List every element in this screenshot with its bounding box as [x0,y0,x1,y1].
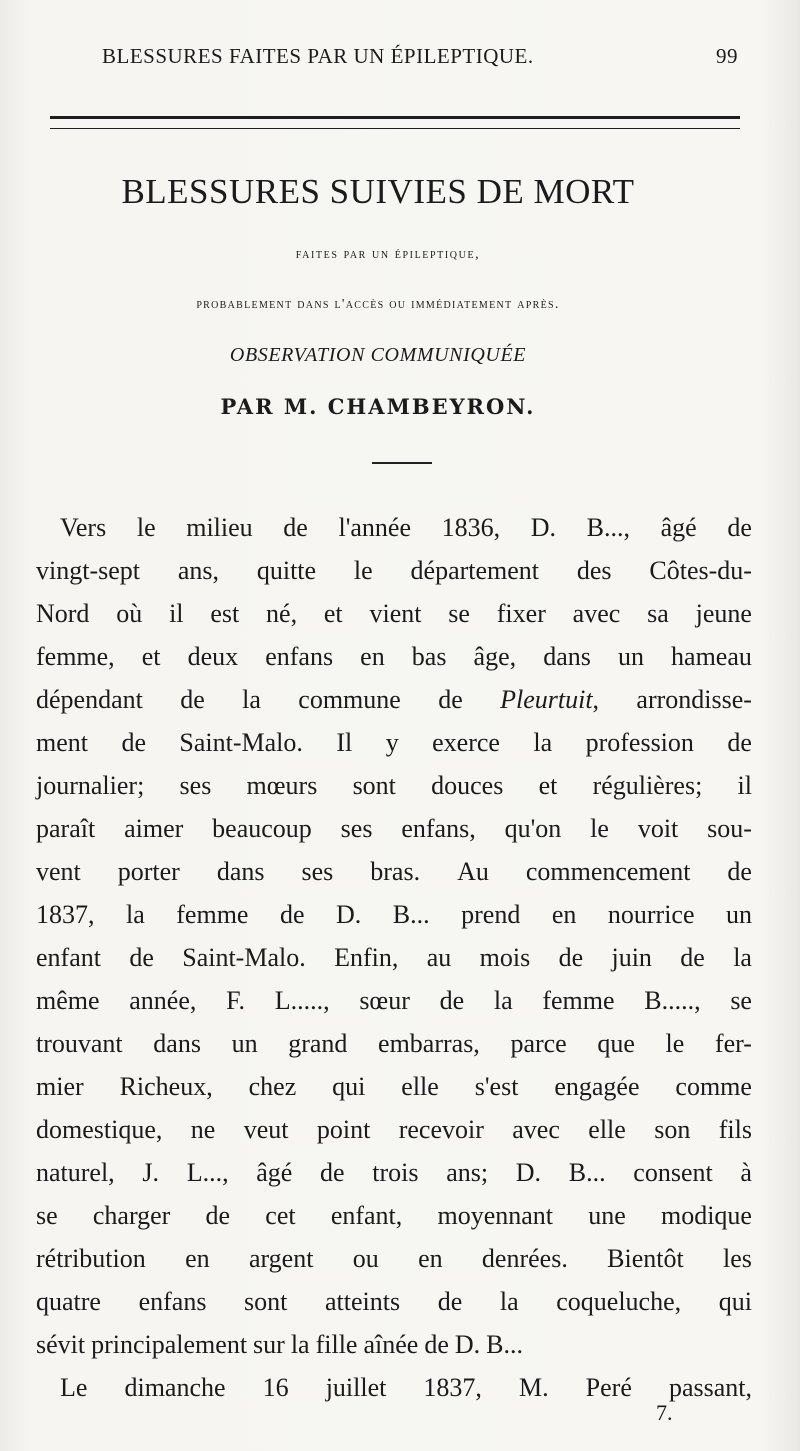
body-word: 16 [262,1373,289,1402]
body-word: le [136,513,156,542]
body-word: âgé [660,513,697,542]
body-word: de [558,943,584,972]
body-line [36,1323,752,1366]
body-word: sa [647,599,669,628]
body-word: se [448,599,470,628]
body-word: y [385,728,399,757]
body-word: principalement [91,1330,248,1359]
body-line [36,764,752,807]
body-word: Saint-Malo. [179,728,303,757]
body-line [36,1366,752,1409]
article-title: BLESSURES SUIVIES DE MORT [121,172,635,211]
body-word: femme [176,900,249,929]
body-word: de [727,513,752,542]
body-word: le [353,556,373,585]
body-word: Peré [585,1373,632,1402]
body-word: enfans [138,1287,207,1316]
body-word: de [438,685,463,714]
body-word: 1837, [36,900,95,929]
body-word: département [410,556,540,585]
body-word: la [493,986,513,1015]
body-word: 1837, [423,1373,482,1402]
body-word: jeune [695,599,752,628]
body-word: âge, [473,642,517,671]
body-word: 1836, [441,513,501,542]
body-word: B... [568,1158,606,1187]
body-word: bras. [370,857,421,886]
body-word: point [316,1115,371,1144]
body-word: de [121,728,146,757]
body-word: quatre [36,1287,101,1316]
body-word: se [730,986,752,1015]
body-word: à [740,1158,752,1187]
body-word: commune [298,685,401,714]
body-word: elle [588,1115,626,1144]
body-word: naturel, [36,1158,115,1187]
body-word: paraît [36,814,96,843]
body-word: coqueluche, [556,1287,682,1316]
body-word: sœur [359,986,410,1015]
body-word: dans [543,642,591,671]
body-word: Vers [60,513,107,542]
body-word: juillet [325,1373,387,1402]
body-word: Il [336,728,353,757]
body-word: en [418,1244,443,1273]
body-word: son [654,1115,691,1144]
body-word: B... [486,1330,523,1359]
body-word: fer- [714,1029,752,1058]
body-word: et [323,599,343,628]
body-word: elle [401,1072,439,1101]
body-word: embarras, [378,1029,480,1058]
body-word: ans, [177,556,220,585]
body-line [36,592,752,635]
body-word: sur [253,1330,285,1359]
body-word: parce [510,1029,567,1058]
body-word: ou [352,1244,379,1273]
body-word: de [320,1158,345,1187]
body-word: charger [92,1201,171,1230]
body-word: de [727,857,752,886]
body-word: qui [332,1072,366,1101]
body-word: né, [266,599,298,628]
body-word: prend [461,900,521,929]
body-word: régulières; [592,771,703,800]
body-word: vient [369,599,422,628]
body-word: B....., [644,986,701,1015]
body-line [36,1108,752,1151]
body-word: fixer [496,599,546,628]
body-word: consent [633,1158,713,1187]
body-line [36,635,752,678]
body-word: le [665,1029,685,1058]
body-word: en [360,642,385,671]
body-word: enfant, [330,1201,403,1230]
body-word: de [283,513,308,542]
body-word: cet [265,1201,296,1230]
running-head [102,44,738,74]
body-word: qu'on [504,814,562,843]
body-word: bas [411,642,447,671]
body-word: J. [142,1158,159,1187]
body-word: se [36,1201,58,1230]
body-word: Saint-Malo. [182,943,306,972]
body-word: quitte [256,556,317,585]
body-text [36,506,752,1409]
body-word: et [141,642,161,671]
body-word: de [439,986,465,1015]
body-word: D. [454,1330,481,1359]
body-word: trouvant [36,1029,123,1058]
body-word: exerce [432,728,500,757]
running-head-title: BLESSURES FAITES PAR UN ÉPILEPTIQUE. [102,44,534,68]
body-line [36,721,752,764]
body-word: domestique, [36,1115,163,1144]
body-word: Nord [36,599,90,628]
page-number: 99 [716,44,738,68]
body-word: ses [340,814,373,843]
body-line [36,678,752,721]
body-word: Enfin, [334,943,399,972]
signature-mark: 7. [656,1400,673,1425]
body-line [36,979,752,1022]
body-word: sou- [707,814,752,843]
body-word: voit [637,814,679,843]
body-word: Au [457,857,489,886]
body-word: un [231,1029,258,1058]
body-word: hameau [671,642,752,671]
body-word: veut [243,1115,289,1144]
body-word: denrées. [481,1244,568,1273]
body-word: de [180,685,205,714]
article-subtitle-2: probablement dans l'accès ou immédiatement après. [196,297,560,312]
body-line [36,893,752,936]
body-word: B..., [586,513,630,542]
body-word: en [185,1244,210,1273]
body-line [36,807,752,850]
body-word: avec [512,1115,560,1144]
body-word: de [205,1201,231,1230]
body-word: douces [431,771,504,800]
body-word: L..., [186,1158,229,1187]
body-word: passant, [668,1373,752,1402]
body-word: chez [248,1072,297,1101]
header-double-rule [50,116,740,129]
body-word: s'est [474,1072,519,1101]
body-word: profession [585,728,694,757]
body-word: mœurs [246,771,318,800]
body-word: grand [288,1029,348,1058]
body-word: la [290,1330,310,1359]
body-word: ses [301,857,334,886]
body-word: la [733,943,752,972]
body-word: il [737,771,752,800]
body-word: deux [187,642,239,671]
body-word: B... [392,900,430,929]
body-word: recevoir [398,1115,484,1144]
body-word: M. [518,1373,549,1402]
body-word: la [499,1287,519,1316]
body-word: sévit [36,1330,86,1359]
body-word: année, [129,986,197,1015]
body-word: comme [675,1072,752,1101]
body-word: aimer [124,814,184,843]
body-word: des [576,556,612,585]
body-word: ses [179,771,212,800]
body-line [36,936,752,979]
body-word: porter [117,857,180,886]
body-word: qui [718,1287,752,1316]
body-word: de [279,900,305,929]
body-word: vent [36,857,81,886]
body-word: rétribution [36,1244,146,1273]
body-word: un [726,900,752,929]
body-word: arrondisse- [636,685,752,714]
body-word: il [169,599,184,628]
body-word: un [617,642,644,671]
body-word: juin [611,943,652,972]
body-word: la [126,900,145,929]
body-word: dépendant [36,685,143,714]
body-word: ne [190,1115,216,1144]
body-word: femme, [36,642,115,671]
body-word: Le [60,1373,88,1402]
body-word: de [727,728,752,757]
body-line [36,1022,752,1065]
body-word: ment [36,728,88,757]
body-word: sont [352,771,396,800]
body-word: avec [572,599,621,628]
body-word: modique [660,1201,752,1230]
body-word: vingt-sept [36,556,140,585]
body-word: les [723,1244,752,1273]
body-word: trois [372,1158,419,1187]
body-word: dans [216,857,265,886]
body-line [36,1280,752,1323]
body-word: enfant [36,943,101,972]
body-word: âgé [256,1158,293,1187]
body-word: de [680,943,705,972]
body-word: Bientôt [607,1244,684,1273]
body-word: argent [248,1244,314,1273]
body-word: fille [315,1330,358,1359]
body-word: que [597,1029,635,1058]
body-word: femme [542,986,615,1015]
body-word: de [129,943,154,972]
body-word: et [538,771,558,800]
body-word: Richeux, [119,1072,213,1101]
body-word: sont [244,1287,288,1316]
body-word: le [590,814,609,843]
body-word: où [116,599,143,628]
body-line [36,850,752,893]
body-word: milieu [186,513,253,542]
body-word: en [551,900,577,929]
body-line [36,1065,752,1108]
observation-label: OBSERVATION COMMUNIQUÉE [229,344,527,366]
body-word: Pleurtuit, [500,685,600,714]
body-word: engagée [554,1072,640,1101]
body-line [36,549,752,592]
body-word: fils [718,1115,752,1144]
body-word: est [210,599,240,628]
body-word: ans; [446,1158,489,1187]
body-word: enfans [265,642,334,671]
body-word: mier [36,1072,84,1101]
body-word: aînée [363,1330,419,1359]
body-word: de [424,1330,449,1359]
body-line [36,1151,752,1194]
body-word: D. [515,1158,542,1187]
body-word: atteints [325,1287,401,1316]
body-word: commencement [525,857,691,886]
body-word: mois [479,943,531,972]
body-word: D. [336,900,362,929]
section-divider [372,462,432,464]
body-word: Côtes-du- [649,556,752,585]
body-word: journalier; [36,771,145,800]
body-word: dimanche [124,1373,226,1402]
body-word: une [588,1201,626,1230]
body-word: au [426,943,452,972]
body-word: la [242,685,261,714]
body-word: L....., [274,986,330,1015]
article-subtitle-1: faites par un épileptique, [295,247,481,262]
body-line [36,1237,752,1280]
body-word: moyennant [437,1201,554,1230]
body-word: l'année [338,513,411,542]
body-line [36,506,752,549]
body-word: de [437,1287,463,1316]
body-word: D. [530,513,557,542]
body-word: nourrice [607,900,695,929]
body-line [36,1194,752,1237]
body-word: la [533,728,553,757]
author-line: PAR M. CHAMBEYRON. [220,394,536,419]
body-word: F. [226,986,245,1015]
body-word: dans [153,1029,201,1058]
body-word: même [36,986,100,1015]
body-word: beaucoup [212,814,312,843]
body-word: enfans, [401,814,476,843]
